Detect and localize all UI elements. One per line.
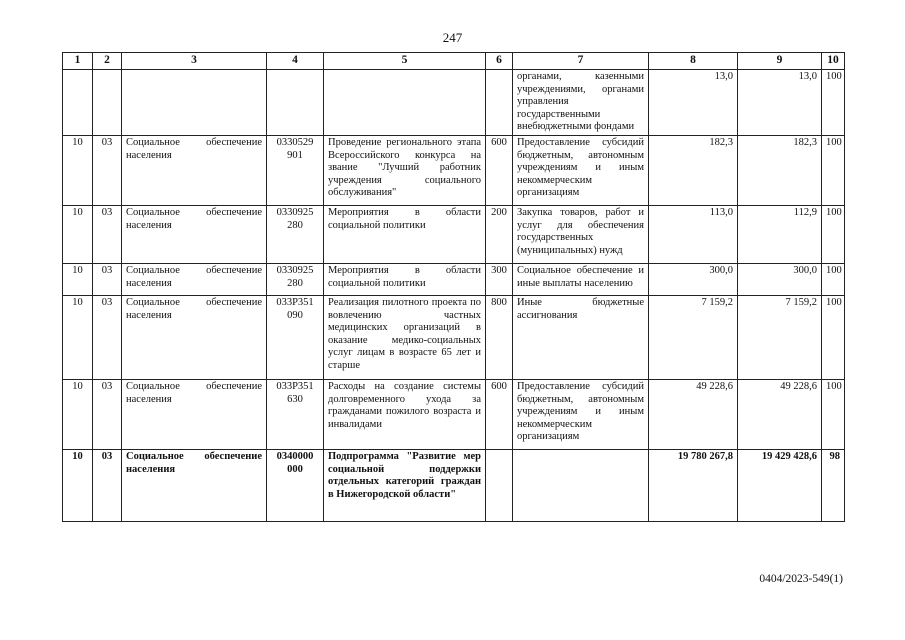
table-row (63, 263, 845, 295)
section-code (63, 70, 93, 136)
actual-amount: 13,0 (738, 70, 822, 136)
planned-amount: 300,0 (649, 263, 738, 295)
table-row (63, 295, 845, 379)
column-header: 3 (122, 53, 267, 70)
column-header: 2 (93, 53, 122, 70)
section-name: Социальное обеспечение населения (122, 379, 267, 449)
planned-amount: 49 228,6 (649, 379, 738, 449)
expense-name: Мероприятия в области социальной политики (324, 263, 486, 295)
execution-percent: 100 (822, 135, 845, 205)
section-name: Социальное обеспечение населения (122, 295, 267, 379)
execution-percent: 100 (822, 205, 845, 263)
actual-amount: 7 159,2 (738, 295, 822, 379)
section-name: Социальное обеспечение населения (122, 205, 267, 263)
expense-type-name: Предоставление субсидий бюджетным, автономным учреждениям и иным некоммерческим организациям (513, 135, 649, 205)
column-header: 7 (513, 53, 649, 70)
expense-type-code (486, 70, 513, 136)
table-row (63, 135, 845, 205)
section-name: Социальное обеспечение населения (122, 135, 267, 205)
execution-percent: 100 (822, 70, 845, 136)
expense-name: Реализация пилотного проекта по вовлечению частных медицинских организаций в оказание медико-социальных услуг лицам в возрасте 65 лет и старше (324, 295, 486, 379)
subsection-code: 03 (93, 295, 122, 379)
execution-percent: 100 (822, 263, 845, 295)
expense-type-code: 600 (486, 379, 513, 449)
expense-name: Проведение регионального этапа Всероссийского конкурса на звание "Лучший работник учреждения социального обслуживания" (324, 135, 486, 205)
target-code (267, 70, 324, 136)
expense-name: Подпрограмма "Развитие мер социальной поддержки отдельных категорий граждан в Нижегородской области" (324, 449, 486, 521)
expense-type-name: Предоставление субсидий бюджетным, автономным учреждениям и иным некоммерческим организациям (513, 379, 649, 449)
section-name: Социальное обеспечение населения (122, 263, 267, 295)
expense-type-name: органами, казенными учреждениями, органами управления государственными внебюджетными фондами (513, 70, 649, 136)
actual-amount: 182,3 (738, 135, 822, 205)
actual-amount: 112,9 (738, 205, 822, 263)
expense-type-code: 800 (486, 295, 513, 379)
column-header: 1 (63, 53, 93, 70)
actual-amount: 300,0 (738, 263, 822, 295)
expense-type-code: 300 (486, 263, 513, 295)
planned-amount: 113,0 (649, 205, 738, 263)
section-code: 10 (63, 449, 93, 521)
subsection-code: 03 (93, 135, 122, 205)
actual-amount: 49 228,6 (738, 379, 822, 449)
expense-type-name: Иные бюджетные ассигнования (513, 295, 649, 379)
subsection-code: 03 (93, 205, 122, 263)
planned-amount: 182,3 (649, 135, 738, 205)
subsection-code: 03 (93, 379, 122, 449)
budget-table (62, 52, 845, 522)
page-number: 247 (442, 30, 463, 45)
expense-type-code: 600 (486, 135, 513, 205)
execution-percent: 100 (822, 295, 845, 379)
expense-name: Расходы на создание системы долговременного ухода за гражданами пожилого возраста и инвалидами (324, 379, 486, 449)
column-header: 10 (822, 53, 845, 70)
expense-type-name (513, 449, 649, 521)
column-header: 9 (738, 53, 822, 70)
target-code: 033P351 630 (267, 379, 324, 449)
subsection-code (93, 70, 122, 136)
section-code: 10 (63, 263, 93, 295)
subsection-code: 03 (93, 263, 122, 295)
expense-name (324, 70, 486, 136)
execution-percent: 100 (822, 379, 845, 449)
column-header: 6 (486, 53, 513, 70)
section-code: 10 (63, 379, 93, 449)
target-code: 033P351 090 (267, 295, 324, 379)
section-name (122, 70, 267, 136)
column-header: 5 (324, 53, 486, 70)
table-row (63, 205, 845, 263)
column-header: 8 (649, 53, 738, 70)
table-row (63, 379, 845, 449)
table-row (63, 449, 845, 521)
expense-type-name: Социальное обеспечение и иные выплаты населению (513, 263, 649, 295)
section-code: 10 (63, 135, 93, 205)
target-code: 0340000 000 (267, 449, 324, 521)
actual-amount: 19 429 428,6 (738, 449, 822, 521)
execution-percent: 98 (822, 449, 845, 521)
target-code: 0330925 280 (267, 263, 324, 295)
section-name: Социальное обеспечение населения (122, 449, 267, 521)
target-code: 0330925 280 (267, 205, 324, 263)
planned-amount: 13,0 (649, 70, 738, 136)
expense-type-name: Закупка товаров, работ и услуг для обеспечения государственных (муниципальных) нужд (513, 205, 649, 263)
expense-type-code (486, 449, 513, 521)
subsection-code: 03 (93, 449, 122, 521)
column-header: 4 (267, 53, 324, 70)
section-code: 10 (63, 295, 93, 379)
document-id: 0404/2023-549(1) (759, 573, 843, 585)
header-row (63, 53, 845, 70)
table-row (63, 70, 845, 136)
target-code: 0330529 901 (267, 135, 324, 205)
planned-amount: 7 159,2 (649, 295, 738, 379)
expense-type-code: 200 (486, 205, 513, 263)
expense-name: Мероприятия в области социальной политики (324, 205, 486, 263)
section-code: 10 (63, 205, 93, 263)
planned-amount: 19 780 267,8 (649, 449, 738, 521)
